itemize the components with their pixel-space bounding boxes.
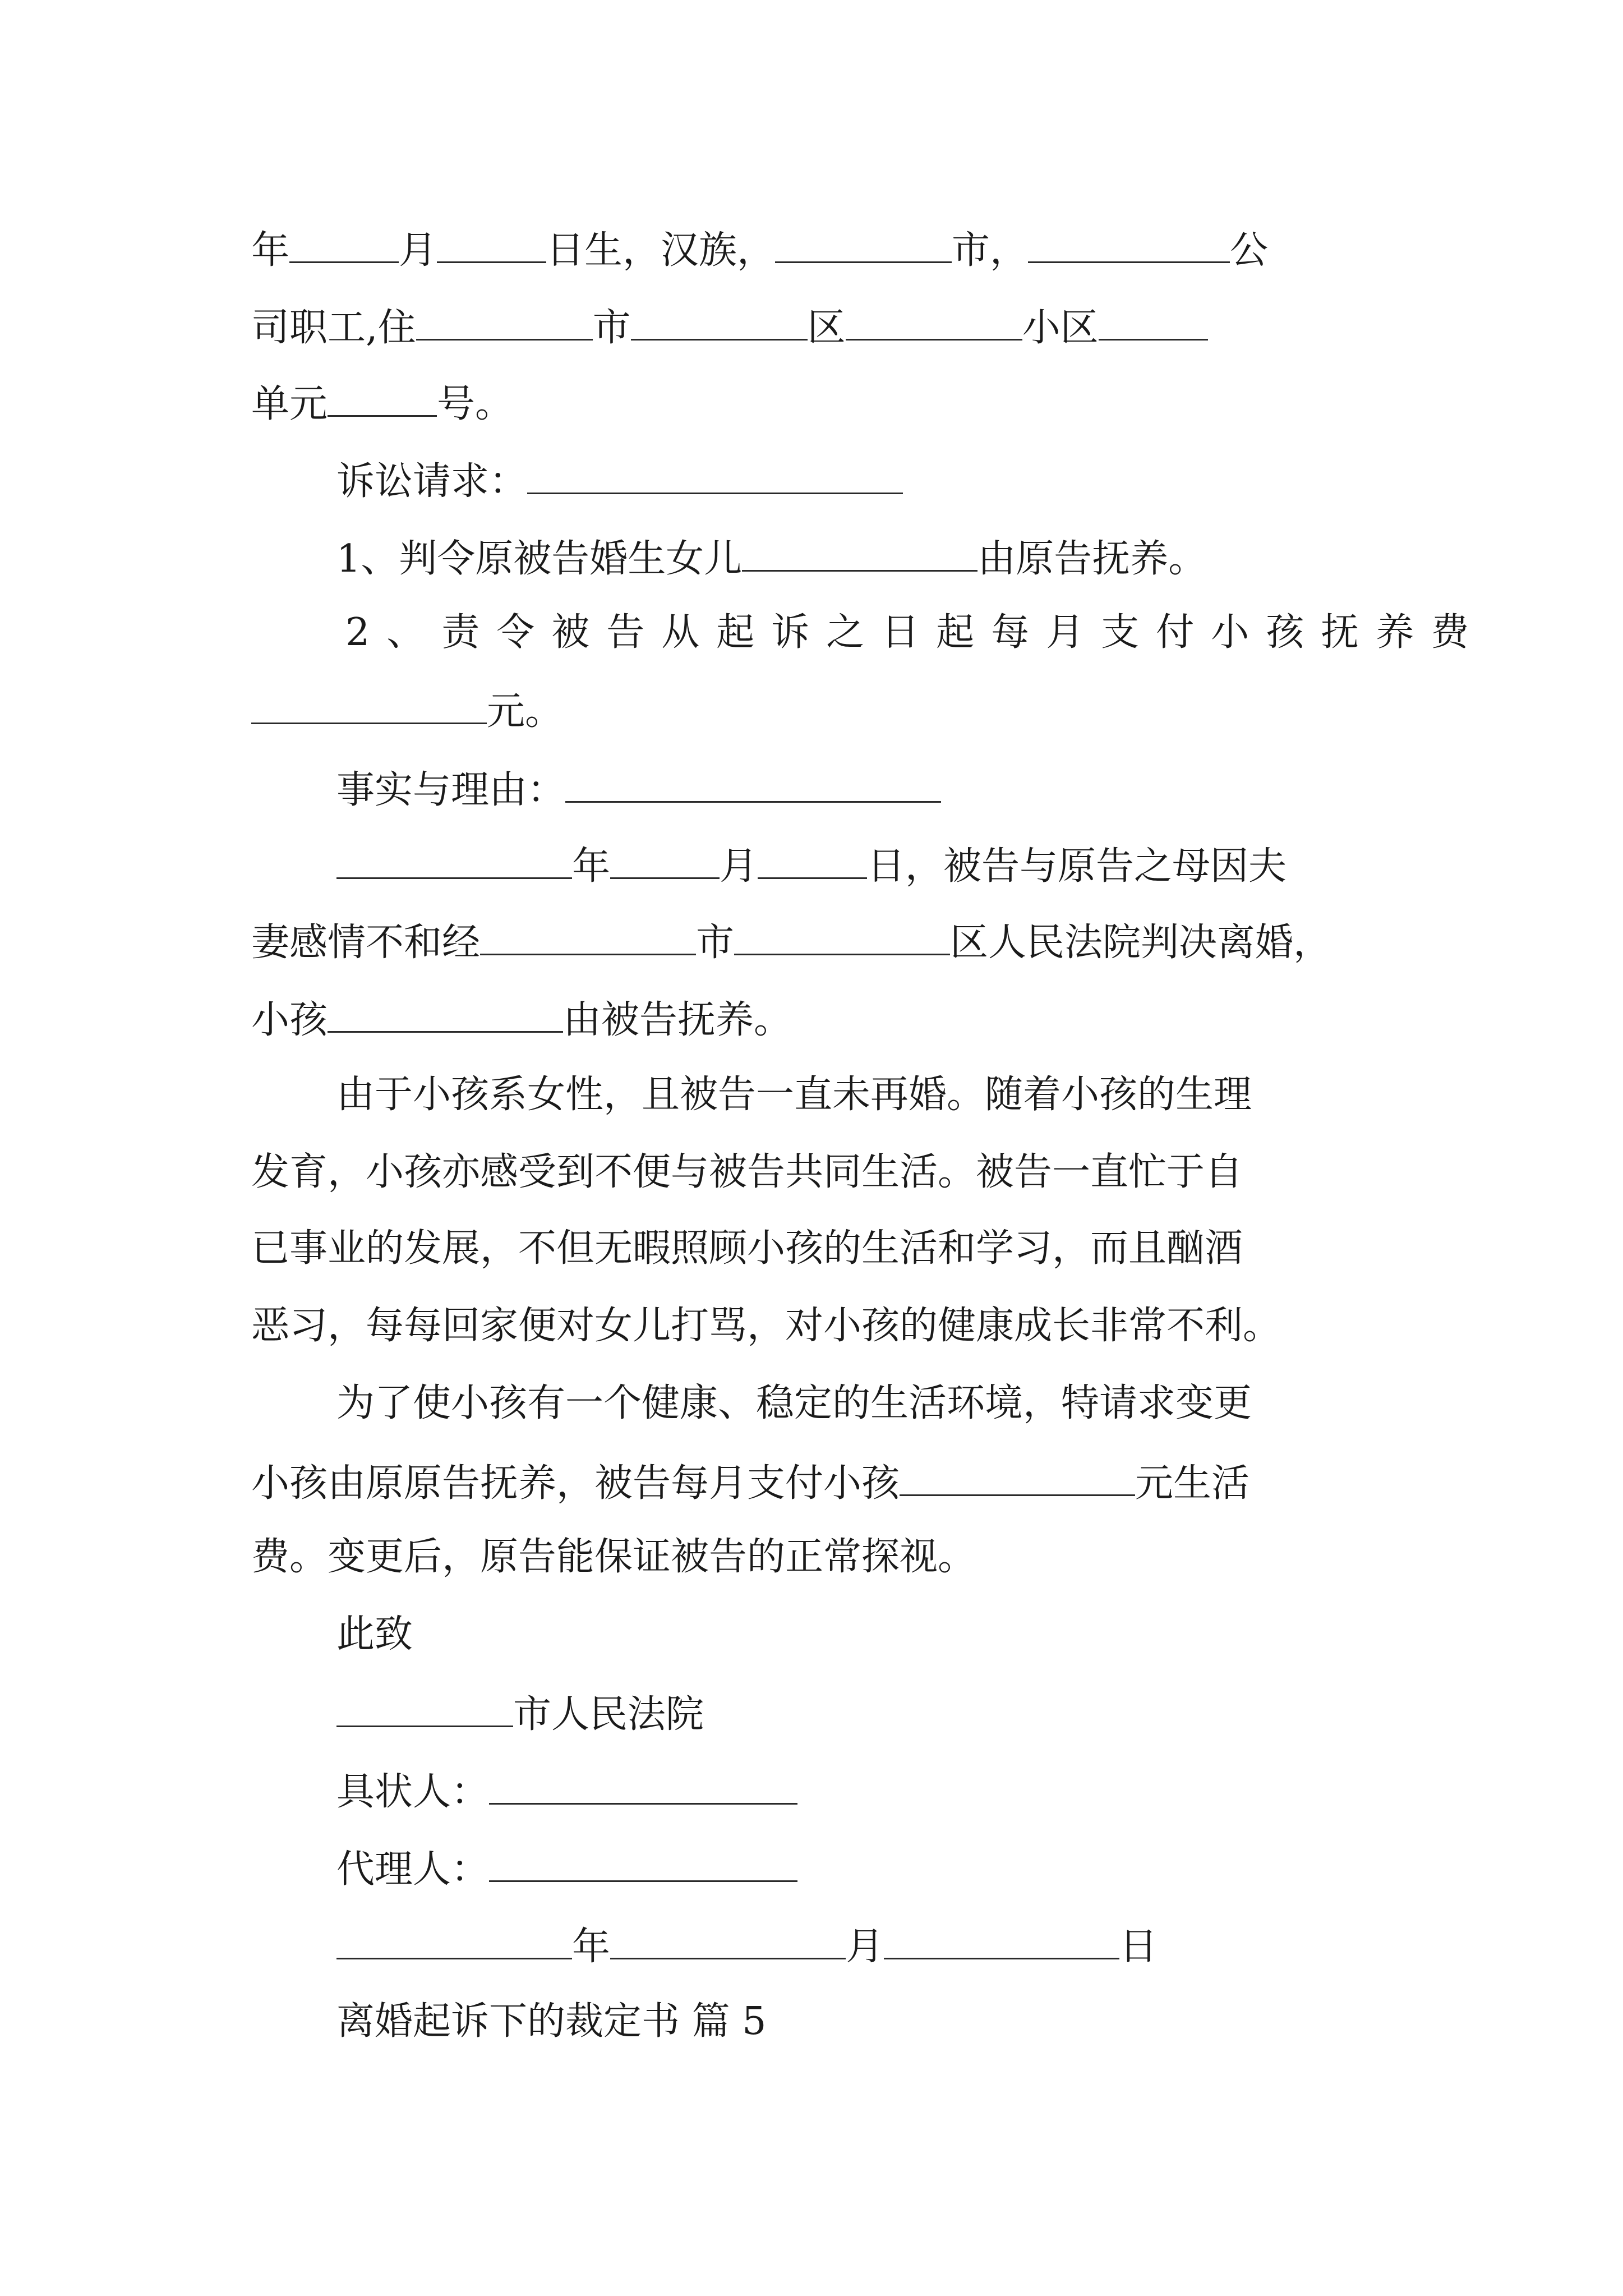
text: 小区 (1022, 306, 1099, 350)
text: 公 (1230, 228, 1269, 273)
paragraph-line (336, 1381, 1252, 1426)
text: 妻感情不和经 (251, 921, 481, 965)
blank-field[interactable] (742, 534, 978, 572)
blank-field[interactable] (758, 841, 867, 879)
text: 月 (720, 844, 758, 889)
text: 为了使小孩有一个健康、稳定的生活环境，特请求变更 (336, 1381, 1252, 1425)
plaintiff-line (336, 1767, 797, 1812)
blank-field[interactable] (289, 226, 399, 263)
text: 区人民法院判决离婚， (950, 921, 1332, 965)
text: 元生活 (1135, 1461, 1250, 1506)
blank-field[interactable] (900, 1458, 1135, 1496)
court-line (336, 1690, 704, 1737)
next-section-title (336, 1999, 767, 2044)
blank-field[interactable] (416, 303, 593, 341)
paragraph-line (336, 1073, 1252, 1117)
section-heading: 事实与理由： (336, 768, 566, 812)
date-line (336, 1922, 1158, 1967)
blank-field[interactable] (480, 918, 696, 955)
blank-field[interactable] (489, 1844, 797, 1882)
text: 年 (572, 844, 611, 889)
doc-line (251, 379, 513, 424)
text: 年 (251, 228, 290, 273)
text: 月 (846, 1925, 884, 1969)
paragraph-line (251, 1458, 1250, 1506)
claim-2 (345, 610, 1486, 655)
blank-field[interactable] (775, 226, 952, 263)
text: 元。 (487, 689, 564, 734)
field-label: 代理人： (336, 1847, 490, 1892)
text: 单元 (251, 382, 328, 426)
claims-heading-line (336, 457, 903, 504)
text: 区 (807, 306, 846, 350)
text: 由原告抚养。 (978, 537, 1207, 581)
doc-line (251, 226, 1269, 273)
agent-line (336, 1844, 797, 1892)
text: 市人民法院 (513, 1692, 704, 1737)
blank-field[interactable] (336, 1690, 513, 1727)
text: 离婚起诉下的裁定书 篇 5 (336, 1999, 767, 2044)
text: 日生，汉族， (546, 228, 776, 273)
doc-line (251, 303, 1208, 348)
text: 市， (952, 228, 1029, 273)
paragraph-line (251, 1226, 1243, 1271)
text: 2、责令被告从起诉之日起每月支付小孩抚养费 (345, 610, 1486, 655)
paragraph-line (251, 1150, 1243, 1195)
text: 司职工,住 (251, 306, 416, 350)
text: 由被告抚养。 (563, 998, 792, 1042)
blank-field[interactable] (610, 1922, 846, 1959)
text: 恶习，每每回家便对女儿打骂，对小孩的健康成长非常不利。 (251, 1304, 1281, 1348)
facts-line-2 (251, 918, 1331, 963)
claim-1 (336, 534, 1206, 579)
text: 发育，小孩亦感受到不便与被告共同生活。被告一直忙于自 (251, 1150, 1243, 1194)
field-label: 具状人： (336, 1770, 490, 1814)
blank-field[interactable] (489, 1767, 797, 1805)
blank-field[interactable] (846, 303, 1022, 341)
facts-line-1 (336, 841, 1287, 889)
blank-field[interactable] (336, 1922, 572, 1959)
blank-field[interactable] (1099, 303, 1208, 341)
blank-field[interactable] (251, 687, 487, 724)
facts-line-3 (251, 995, 792, 1040)
text: 小孩由原原告抚养，被告每月支付小孩 (251, 1461, 900, 1506)
blank-field[interactable] (527, 457, 903, 494)
text: 年 (572, 1925, 611, 1969)
text: 市 (696, 921, 735, 965)
paragraph-line (251, 1535, 976, 1580)
text: 由于小孩系女性，且被告一直未再婚。随着小孩的生理 (336, 1073, 1252, 1117)
blank-field[interactable] (631, 303, 808, 341)
paragraph-line (251, 1304, 1281, 1349)
text: 此致 (336, 1612, 413, 1657)
blank-field[interactable] (328, 995, 563, 1033)
text: 市 (592, 306, 631, 350)
blank-field[interactable] (734, 918, 950, 955)
text: 号。 (437, 382, 514, 426)
claim-2-continued (251, 687, 564, 734)
text: 已事业的发展，不但无暇照顾小孩的生活和学习，而且酗酒 (251, 1226, 1243, 1271)
section-heading: 诉讼请求： (336, 459, 528, 504)
closing (336, 1612, 413, 1657)
text: 小孩 (251, 998, 328, 1042)
text: 日 (1119, 1925, 1158, 1969)
text: 费。变更后，原告能保证被告的正常探视。 (251, 1535, 976, 1579)
blank-field[interactable] (328, 379, 437, 417)
text: 日，被告与原告之母因夫 (867, 844, 1287, 889)
text: 月 (399, 228, 437, 273)
blank-field[interactable] (1028, 226, 1230, 263)
facts-heading-line (336, 765, 941, 810)
text: 1、判令原被告婚生女儿 (336, 537, 743, 581)
blank-field[interactable] (336, 841, 572, 879)
blank-field[interactable] (884, 1922, 1119, 1959)
blank-field[interactable] (565, 765, 941, 803)
blank-field[interactable] (437, 226, 546, 263)
blank-field[interactable] (610, 841, 720, 879)
